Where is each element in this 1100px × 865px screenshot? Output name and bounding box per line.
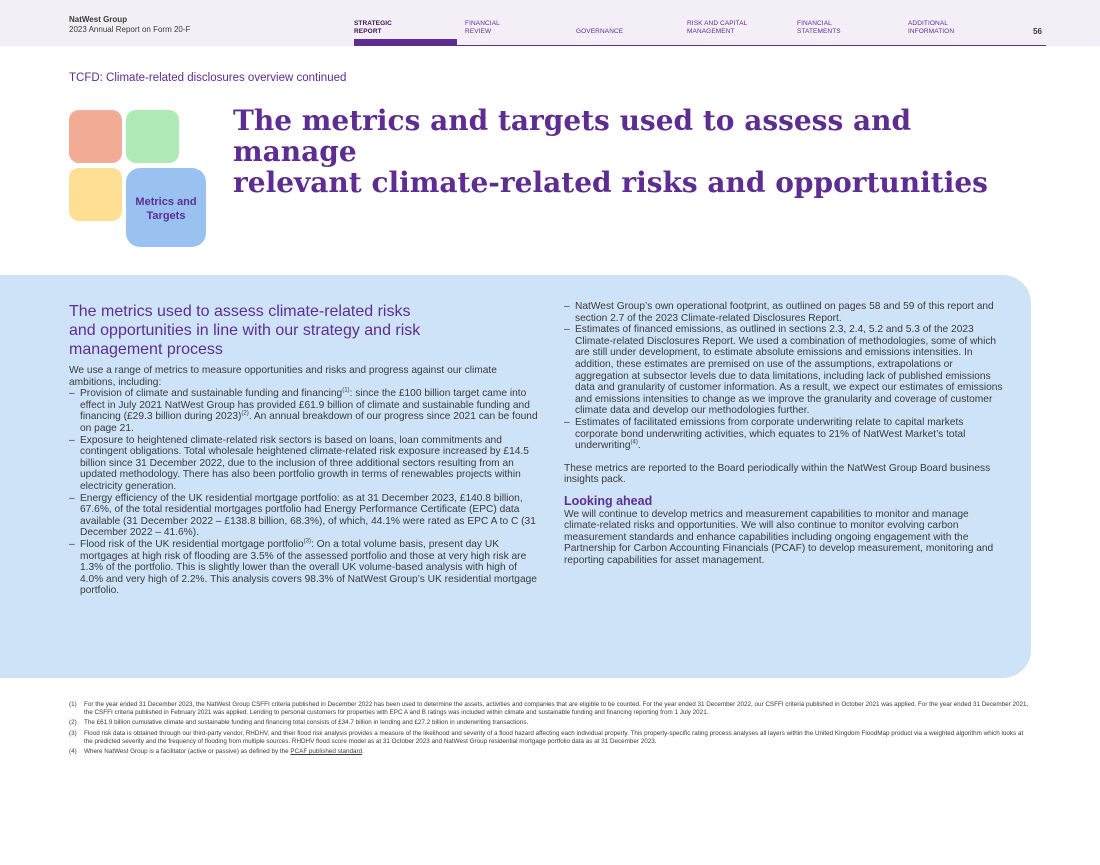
tcfd-tile-governance xyxy=(69,110,122,163)
nav-additional-information[interactable]: ADDITIONAL INFORMATION xyxy=(908,20,955,35)
metrics-targets-label: Metrics and Targets xyxy=(135,195,197,222)
nav-financial-review[interactable]: FINANCIAL REVIEW xyxy=(465,20,500,35)
footnote-ref: (3) xyxy=(303,538,312,545)
list-item: – Energy efficiency of the UK residential mortgage portfolio: as at 31 December 2023, £140.8 billion, 67.6%, of the total residential mortgages portfolio had Energy Performance Certificate (EPC) data available (31 December 2022 – £138.8 billion, 68.3%), of which, 44.1% were rated as EPC A to C (31 December 2022 – 41.6%). xyxy=(69,493,539,539)
footnote: (1) For the year ended 31 December 2023, the NatWest Group CSFFI criteria published in December 2022 has been used to determine the assets, activities and companies that are eligible to be counted. For the year ended 31 December 2022, our CSFFI criteria published in October 2021 was applied. For the year ended 31 December 2021, the CSFFI criteria published in February 2021 was applied. Lending to personal customers for properties with EPC A and B ratings was included within climate and sustainable funding and financing reporting from 1 July 2021. xyxy=(69,701,1029,717)
looking-ahead-paragraph: We will continue to develop metrics and measurement capabilities to monitor and manage climate-related risks and opportunities. We will also continue to monitor evolving carbon measurement standards and enhance capabilities including ongoing engagement with the Partnership for Carbon Accounting Financials (PCAF) to develop measurement, monitoring and reporting capabilities for asset management. xyxy=(564,508,994,566)
footnote-ref: (4) xyxy=(630,439,638,446)
list-item: – Estimates of financed emissions, as outlined in sections 2.3, 2.4, 5.2 and 5.3 of the 2023 Climate-related Disclosures Report. We used a combination of methodologies, some of which are still under development, to estimate absolute emissions and emissions intensities. In addition, these estimates are premised on use of the assumptions, extrapolations or aggregation at subsector levels due to data limitations, including lack of published emissions data and granularity of customer information. As a result, we expect our estimates of emissions and emissions intensities to change as we improve the granularity and coverage of customer climate data and develop our methodologies further. xyxy=(564,324,1004,417)
reporting-paragraph: These metrics are reported to the Board periodically within the NatWest Group Board business insights pack. xyxy=(564,462,991,486)
tcfd-tile-metrics-and-targets xyxy=(126,168,206,247)
list-item: – Estimates of facilitated emissions from corporate underwriting relate to capital markets corporate bond underwriting activities, which equates to 21% of NatWest Market’s total underwriting$^{(4)}$. xyxy=(564,417,1004,452)
company-name: NatWest Group xyxy=(69,15,128,24)
footnote: (3) Flood risk data is obtained through our third-party vendor, RHDHV, and their flood risk analysis provides a measure of the likelihood and severity of a flood hazard affecting each individual property. This property-specific rating process analyses all layers within the United Kingdom FloodMap product via a weighted algorithm which looks at the predicted severity and the frequency of flooding from multiple sources. RHDHV flood score model as at 31 October 2023 and NatWest Group residential mortgage portfolio data as at 31 December 2023. xyxy=(69,729,1024,745)
footnote-ref: (2) xyxy=(241,410,249,417)
tcfd-tile-strategy xyxy=(126,110,179,163)
nav-divider xyxy=(354,45,1046,46)
pcaf-standard-link[interactable]: PCAF published standard xyxy=(290,748,363,756)
metrics-list xyxy=(69,388,539,597)
right-column xyxy=(564,301,1004,566)
page-header xyxy=(0,0,1100,46)
footnote-ref: (1) xyxy=(342,387,350,394)
footnote: (4) Where NatWest Group is a facilitator (active or passive) as defined by the PCAF published standard. xyxy=(69,748,364,756)
nav-strategic-report[interactable]: STRATEGIC REPORT xyxy=(354,20,392,35)
looking-ahead-heading: Looking ahead xyxy=(564,493,653,508)
page-number: 56 xyxy=(1033,27,1042,36)
nav-risk-and-capital-management[interactable]: RISK AND CAPITAL MANAGEMENT xyxy=(687,20,748,35)
nav-financial-statements[interactable]: FINANCIAL STATEMENTS xyxy=(797,20,841,35)
intro-paragraph: We use a range of metrics to measure opportunities and risks and progress against our climate ambitions, including: xyxy=(69,365,497,388)
page-title: The metrics and targets used to assess and manage relevant climate-related risks and opportunities xyxy=(233,104,988,199)
metrics-list-continued xyxy=(564,301,1004,452)
list-item: – Provision of climate and sustainable funding and financing$^{(1)}$: since the £100 billion target came into effect in July 2021 NatWest Group has provided £61.9 billion of climate and sustainable funding and financing (£29.3 billion during 2023)$^{(2)}$. An annual breakdown of our progress since 2021 can be found on page 21. xyxy=(69,388,539,434)
left-column xyxy=(69,302,539,597)
list-item: – Flood risk of the UK residential mortgage portfolio$^{(3)}$: On a total volume basis, present day UK mortgages at high risk of flooding are 3.5% of the assessed portfolio and those at very high risk are 1.3% of the portfolio. This is slightly lower than the overall UK volume-based analysis with high of 4.0% and very high of 2.2%. This analysis covers 98.3% of NatWest Group’s UK residential mortgage portfolio. xyxy=(69,539,539,597)
footnote: (2) The £61.9 billion cumulative climate and sustainable funding and financing total consists of £34.7 billion in lending and £27.2 billion in underwriting transactions. xyxy=(69,719,529,727)
nav-governance[interactable]: GOVERNANCE xyxy=(576,27,624,35)
section-subtitle: TCFD: Climate-related disclosures overview continued xyxy=(69,72,347,84)
list-item: – NatWest Group’s own operational footprint, as outlined on pages 58 and 59 of this report and section 2.7 of the 2023 Climate-related Disclosures Report. xyxy=(564,301,1004,324)
report-title: 2023 Annual Report on Form 20-F xyxy=(69,25,191,34)
section-heading: The metrics used to assess climate-related risks and opportunities in line with our strategy and risk management process xyxy=(69,303,421,358)
footnotes xyxy=(69,701,1029,758)
tcfd-tile-risk-management xyxy=(69,168,122,221)
list-item: – Exposure to heightened climate-related risk sectors is based on loans, loan commitments and contingent obligations. Total wholesale heightened climate-related risk exposure increased by £14.5 billion since 31 December 2022, due to the inclusion of three additional sectors resulting from an updated methodology. There has also been portfolio growth in terms of renewables projects within electricity generation. xyxy=(69,435,539,493)
